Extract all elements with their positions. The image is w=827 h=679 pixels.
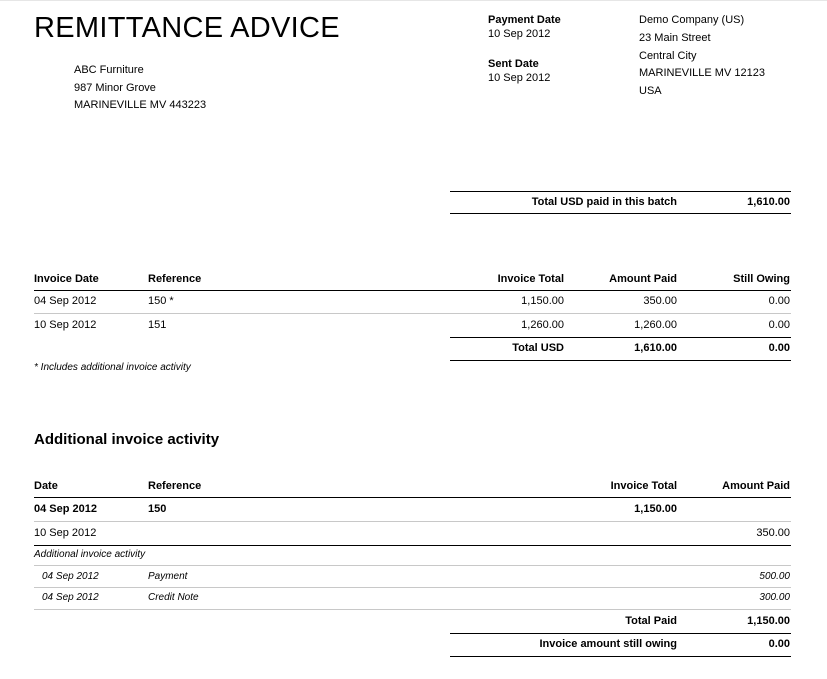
activity-item-type: Credit Note xyxy=(148,592,199,603)
total-still-owing: 0.00 xyxy=(768,342,790,354)
page-top-edge xyxy=(0,0,827,1)
document-title: REMITTANCE ADVICE xyxy=(34,12,340,44)
invoice-reference: 150 xyxy=(148,503,167,515)
row-amount-paid: 350.00 xyxy=(643,295,677,307)
recipient-name: ABC Furniture xyxy=(74,64,144,76)
row-still-owing: 0.00 xyxy=(768,319,790,331)
recipient-city: MARINEVILLE MV 443223 xyxy=(74,99,207,111)
col-reference: Reference xyxy=(148,480,202,492)
invoice-date: 04 Sep 2012 xyxy=(34,503,97,515)
sender-city: MARINEVILLE MV 12123 xyxy=(639,67,765,79)
payment-date-value: 10 Sep 2012 xyxy=(488,28,551,40)
recipient-street: 987 Minor Grove xyxy=(74,82,156,94)
invoice-total-bottom-rule xyxy=(450,360,791,361)
batch-total-bottom-rule xyxy=(450,213,791,214)
col-reference: Reference xyxy=(148,273,202,285)
sender-country: USA xyxy=(639,85,662,97)
row-amount-paid: 1,260.00 xyxy=(634,319,677,331)
invoice-total: 1,150.00 xyxy=(634,503,677,515)
sent-date-value: 10 Sep 2012 xyxy=(488,72,551,84)
activity-item-type: Payment xyxy=(148,571,188,582)
invoice-total-rule xyxy=(450,337,791,338)
batch-total-top-rule xyxy=(450,191,791,192)
activity-sub-label: Additional invoice activity xyxy=(34,549,146,560)
activity-item-date: 04 Sep 2012 xyxy=(42,592,99,603)
payment-date: 10 Sep 2012 xyxy=(34,527,97,539)
row-divider xyxy=(34,313,791,314)
still-owing-label: Invoice amount still owing xyxy=(539,638,677,650)
payment-amount: 350.00 xyxy=(756,527,790,539)
row-date: 04 Sep 2012 xyxy=(34,295,97,307)
row-divider xyxy=(34,587,791,588)
col-amount-paid: Amount Paid xyxy=(722,480,790,492)
col-amount-paid: Amount Paid xyxy=(609,273,677,285)
activity-sub-rule xyxy=(34,545,791,546)
col-invoice-date: Invoice Date xyxy=(34,273,99,285)
sender-suburb: Central City xyxy=(639,50,697,62)
total-paid-label: Total Paid xyxy=(625,615,677,627)
activity-item-amount: 500.00 xyxy=(759,571,790,582)
row-still-owing: 0.00 xyxy=(768,295,790,307)
still-owing-value: 0.00 xyxy=(768,638,790,650)
row-divider xyxy=(34,609,791,610)
activity-header-rule xyxy=(34,497,791,498)
still-owing-rule xyxy=(450,656,791,657)
row-invoice-total: 1,150.00 xyxy=(521,295,564,307)
total-amount-paid: 1,610.00 xyxy=(634,342,677,354)
row-reference: 150 * xyxy=(148,295,174,307)
col-date: Date xyxy=(34,480,58,492)
row-invoice-total: 1,260.00 xyxy=(521,319,564,331)
activity-item-amount: 300.00 xyxy=(759,592,790,603)
row-reference: 151 xyxy=(148,319,167,331)
payment-date-label: Payment Date xyxy=(488,14,561,26)
activity-item-date: 04 Sep 2012 xyxy=(42,571,99,582)
total-paid-value: 1,150.00 xyxy=(747,615,790,627)
invoice-footnote: * Includes additional invoice activity xyxy=(34,362,191,373)
total-usd-label: Total USD xyxy=(512,342,564,354)
batch-total-label: Total USD paid in this batch xyxy=(531,196,677,208)
activity-heading: Additional invoice activity xyxy=(34,431,220,448)
total-paid-rule xyxy=(450,633,791,634)
sender-name: Demo Company (US) xyxy=(639,14,745,26)
sent-date-label: Sent Date xyxy=(488,58,539,70)
row-divider xyxy=(34,565,791,566)
col-invoice-total: Invoice Total xyxy=(497,273,564,285)
col-still-owing: Still Owing xyxy=(733,273,790,285)
row-divider xyxy=(34,521,791,522)
sender-street: 23 Main Street xyxy=(639,32,711,44)
col-invoice-total: Invoice Total xyxy=(610,480,677,492)
invoice-header-rule xyxy=(34,290,791,291)
row-date: 10 Sep 2012 xyxy=(34,319,97,331)
batch-total-value: 1,610.00 xyxy=(747,196,790,208)
